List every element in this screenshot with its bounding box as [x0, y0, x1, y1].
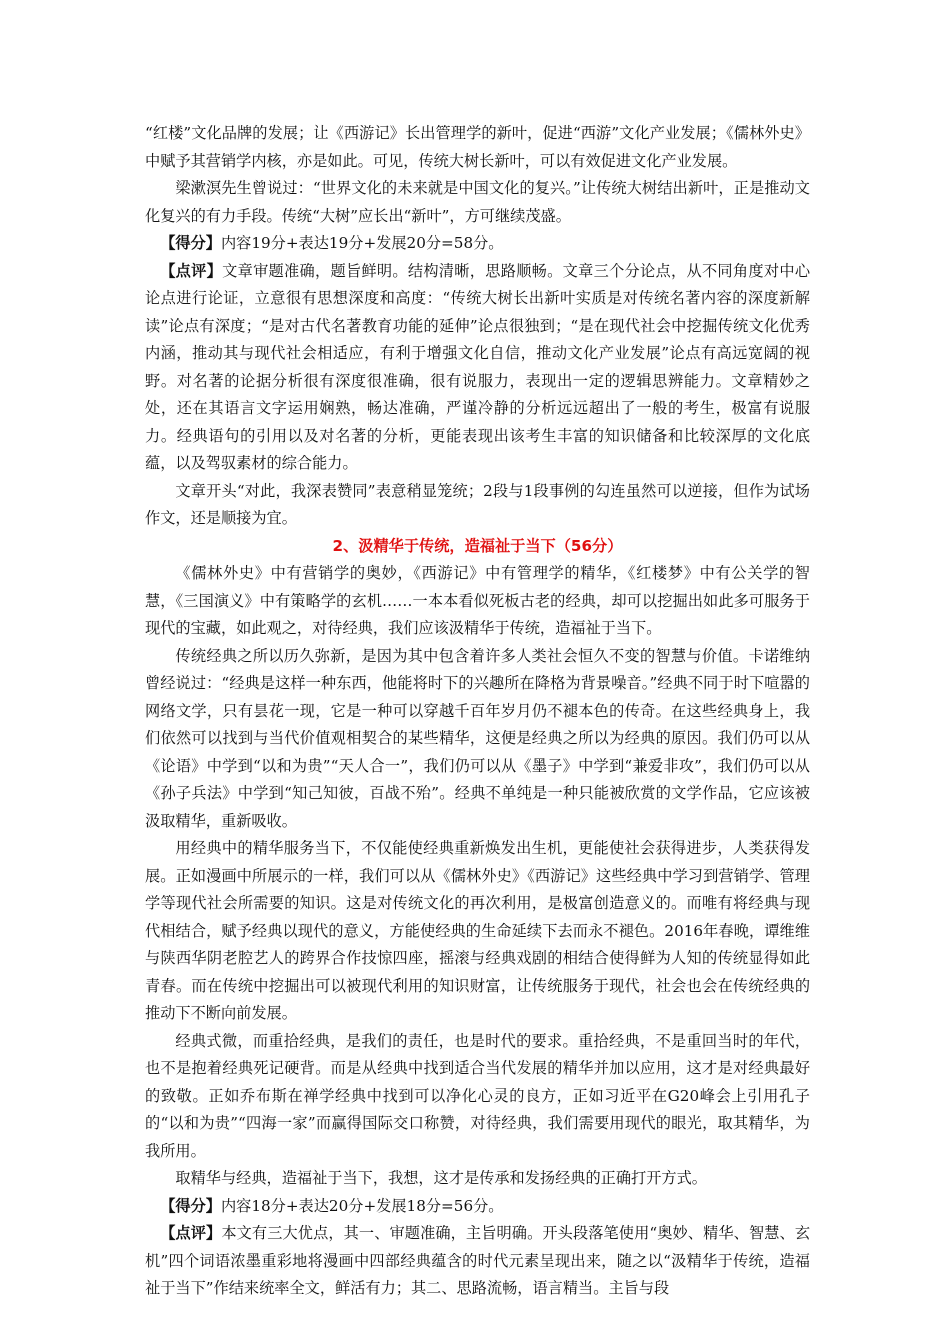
score-text: 内容19分+表达19分+发展20分=58分。	[220, 234, 504, 252]
comment-label: 【点评】	[160, 261, 223, 280]
paragraph: 《儒林外史》中有营销学的奥妙，《西游记》中有管理学的精华，《红楼梦》中有公关学的智慧，《三国演义》中有策略学的玄机……一本本看似死板古老的经典，却可以挖掘出如此多可服务于现代的宝藏，如此观之，对待经典，我们应该汲精华于传统，造福祉于当下。	[145, 564, 810, 637]
score-text: 内容18分+表达20分+发展18分=56分。	[220, 1196, 504, 1215]
paragraph: 用经典中的精华服务当下，不仅能使经典重新焕发出生机，更能使社会获得进步，人类获得发展。正如漫画中所展示的一样，我们可以从《儒林外史》《西游记》这些经典中学习到营销学、管理学等现代社会所需要的知识。这是对传统文化的再次利用，是极富创造意义的。而唯有将经典与现代相结合，赋予经典以现代的意义，方能使经典的生命延续下去而永不褪色。2016年春晚，谭维维与陕西华阴老腔艺人的跨界合作技惊四座，摇滚与经典戏剧的相结合使得鲜为人知的传统显得如此青春。而在传统中挖掘出可以被现代利用的知识财富，让传统服务于现代，社会也会在传统经典的推动下不断向前发展。	[145, 839, 810, 1022]
comment-label: 【点评】	[160, 1224, 222, 1242]
paragraph: 传统经典之所以历久弥新，是因为其中包含着许多人类社会恒久不变的智慧与价值。卡诺维纳曾经说过：“经典是这样一种东西，他能将时下的兴趣所在降格为背景噪音。”经典不同于时下喧嚣的网络文学，只有昙花一现，它是一种可以穿越千百年岁月仍不褪本色的传奇。在这些经典身上，我们依然可以找到与当代价值观相契合的某些精华，这便是经典之所以为经典的原因。我们仍可以从《论语》中学到“以和为贵”“天人合一”，我们仍可以从《墨子》中学到“兼爱非攻”，我们仍可以从《孙子兵法》中学到“知己知彼，百战不殆”。经典不单纯是一种只能被欣赏的文学作品，它应该被汲取精华，重新吸收。	[145, 646, 810, 830]
section-title: 2、汲精华于传统，造福祉于当下（56分）	[332, 536, 623, 555]
score-label: 【得分】	[160, 1196, 221, 1215]
comment-text: 文章审题准确，题旨鲜明。结构清晰，思路顺畅。文章三个分论点，从不同角度对中心论点进行论证，立意很有思想深度和高度：“传统大树长出新叶实质是对传统名著内容的深度新解读”论点有深度；“是对古代名著教育功能的延伸”论点很独到；“是在现代社会中挖掘传统文化优秀内涵，推动其与现代社会相适应，有利于增强文化自信，推动文化产业发展”论点有高远宽阔的视野。对名著的论据分析很有深度很准确，很有说服力，表现出一定的逻辑思辨能力。文章精妙之处，还在其语言文字运用娴熟，畅达准确，严谨冷静的分析远远超出了一般的考生，极富有说服力。经典语句的引用以及对名著的分析，更能表现出该考生丰富的知识储备和比较深厚的文化底蕴，以及驾驭素材的综合能力。	[145, 261, 811, 472]
score-paragraph	[145, 230, 810, 258]
score-label: 【得分】	[160, 234, 221, 252]
paragraph: 取精华与经典，造福祉于当下，我想，这才是传承和发扬经典的正确打开方式。	[175, 1169, 707, 1187]
paragraph: “红楼”文化品牌的发展；让《西游记》长出管理学的新叶，促进“西游”文化产业发展；《儒林外史》中赋予其营销学内核，亦是如此。可见，传统大树长新叶，可以有效促进文化产业发展。	[145, 124, 810, 170]
paragraph: 经典式微，而重拾经典，是我们的责任，也是时代的要求。重拾经典，不是重回当时的年代，也不是抱着经典死记硬背。而是从经典中找到适合当代发展的精华并加以应用，这才是对经典最好的致敬。正如乔布斯在禅学经典中找到可以净化心灵的良方，正如习近平在G20峰会上引用孔子的“以和为贵”“四海一家”而赢得国际交口称赞，对待经典，我们需要用现代的眼光，取其精华，为我所用。	[145, 1031, 810, 1160]
paragraph: 梁漱溟先生曾说过：“世界文化的未来就是中国文化的复兴。”让传统大树结出新叶，正是推动文化复兴的有力手段。传统“大树”应长出“新叶”，方可继续茂盛。	[145, 179, 810, 225]
paragraph: 文章开头“对此，我深表赞同”表意稍显笼统；2段与1段事例的勾连虽然可以逆接，但作为试场作文，还是顺接为宜。	[145, 481, 810, 527]
comment-text: 本文有三大优点，其一、审题准确，主旨明确。开头段落笔使用“奥妙、精华、智慧、玄机”四个词语浓墨重彩地将漫画中四部经典蕴含的时代元素呈现出来，随之以“汲精华于传统，造福祉于当下”作结来统率全文，鲜活有力；其二、思路流畅，语言精当。主旨与段	[145, 1224, 811, 1297]
document-body	[145, 120, 810, 1303]
comment-paragraph	[145, 1220, 810, 1303]
score-paragraph	[145, 1193, 810, 1221]
comment-paragraph	[145, 258, 810, 478]
